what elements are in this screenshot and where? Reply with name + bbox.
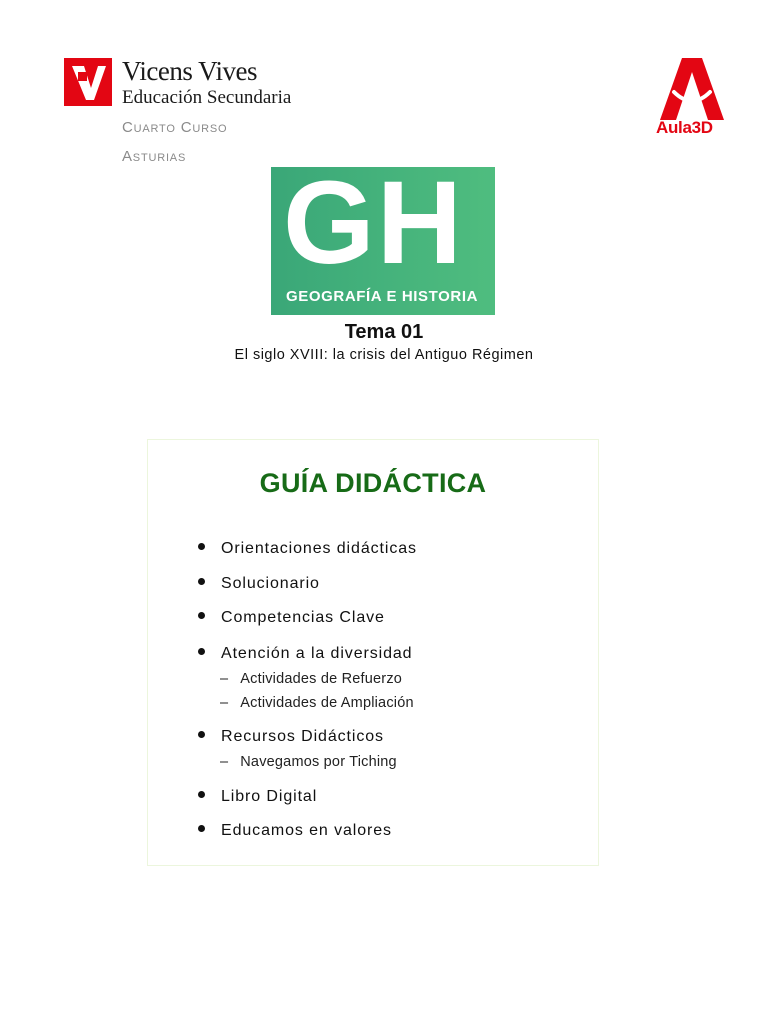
guide-subitem-label: Actividades de Ampliación <box>240 695 414 711</box>
guide-item-label: Solucionario <box>221 575 320 592</box>
guide-box <box>147 439 599 866</box>
vicens-vives-logo <box>64 58 334 110</box>
guide-item-recursos[interactable] <box>198 728 384 746</box>
course-label: Cuarto Curso <box>122 119 228 136</box>
bullet-icon <box>198 612 205 619</box>
guide-item-label: Atención a la diversidad <box>221 645 413 662</box>
guide-item-solucionario[interactable] <box>198 575 320 593</box>
dash-icon: – <box>220 671 229 687</box>
topic-title: El siglo XVIII: la crisis del Antiguo Régimen <box>234 347 534 363</box>
subject-initials: GH <box>283 157 464 289</box>
guide-item-libro-digital[interactable] <box>198 788 317 806</box>
publisher-subtitle: Educación Secundaria <box>122 87 292 108</box>
bullet-icon <box>198 791 205 798</box>
aula3d-logo-icon <box>660 58 724 120</box>
guide-item-label: Libro Digital <box>221 788 318 805</box>
guide-item-label: Competencias Clave <box>221 609 385 626</box>
guide-title: GUÍA DIDÁCTICA <box>259 468 487 498</box>
guide-item-valores[interactable] <box>198 822 392 840</box>
topic-number: Tema 01 <box>344 321 424 343</box>
dash-icon: – <box>220 695 229 711</box>
subject-cover <box>271 157 495 315</box>
guide-item-label: Orientaciones didácticas <box>221 540 417 557</box>
dash-icon: – <box>220 754 229 770</box>
guide-item-label: Educamos en valores <box>221 822 392 839</box>
guide-subitem-tiching[interactable] <box>220 754 397 770</box>
guide-subitem-label: Navegamos por Tiching <box>240 754 397 770</box>
bullet-icon <box>198 731 205 738</box>
guide-item-competencias[interactable] <box>198 609 385 627</box>
bullet-icon <box>198 578 205 585</box>
aula3d-logo-text: Aula3D <box>656 118 713 137</box>
bullet-icon <box>198 648 205 655</box>
bullet-icon <box>198 825 205 832</box>
vicens-vives-mark-icon <box>64 58 112 106</box>
guide-subitem-refuerzo[interactable] <box>220 671 402 687</box>
subject-name: GEOGRAFÍA E HISTORIA <box>286 288 479 305</box>
guide-item-label: Recursos Didácticos <box>221 728 384 745</box>
bullet-icon <box>198 543 205 550</box>
guide-item-atencion-diversidad[interactable] <box>198 645 412 663</box>
region-label: Asturias <box>122 148 187 165</box>
publisher-name: Vicens Vives <box>122 56 257 86</box>
guide-subitem-label: Actividades de Refuerzo <box>240 671 403 687</box>
guide-subitem-ampliacion[interactable] <box>220 695 414 711</box>
guide-item-orientaciones[interactable] <box>198 540 417 558</box>
